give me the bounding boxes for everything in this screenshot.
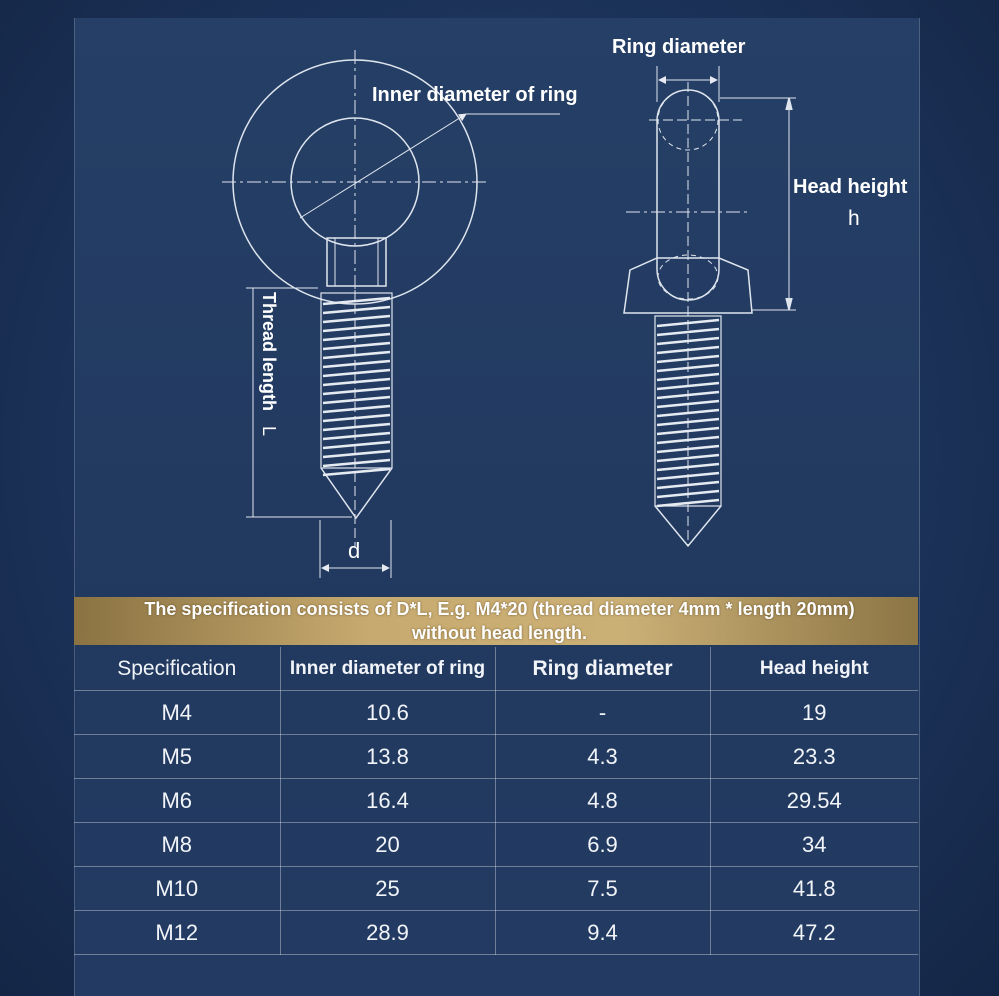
thread-ridge [323, 334, 390, 340]
table-row [74, 691, 918, 735]
table-cell: 10.6 [280, 691, 495, 735]
table-cell: 28.9 [280, 911, 495, 955]
table-cell: 9.4 [495, 911, 710, 955]
thread-length-label [258, 292, 279, 436]
column-header-ring-diameter: Ring diameter [495, 647, 710, 691]
table-cell: 25 [280, 867, 495, 911]
table-cell: 16.4 [280, 779, 495, 823]
thread-length-symbol: L [259, 426, 279, 437]
column-header-head-height: Head height [710, 647, 918, 691]
thread-length-text: Thread length [259, 292, 279, 412]
ring-neck [327, 238, 386, 286]
thread-ridge [323, 460, 390, 466]
table-cell: 20 [280, 823, 495, 867]
table-cell: M4 [74, 691, 280, 735]
head-height-symbol: h [848, 207, 860, 230]
thread-ridge [323, 424, 390, 430]
thread-ridge [323, 469, 390, 475]
thread-ridge [323, 388, 390, 394]
table-cell: 23.3 [710, 735, 918, 779]
table-cell: 29.54 [710, 779, 918, 823]
column-header-inner-diameter: Inner diameter of ring [280, 647, 495, 691]
thread-ridge [323, 370, 390, 376]
thread-ridge [323, 316, 390, 322]
table-cell: M10 [74, 867, 280, 911]
thread-ridge [323, 361, 390, 367]
thread-ridge [323, 397, 390, 403]
table-cell: 13.8 [280, 735, 495, 779]
table-row [74, 779, 918, 823]
table-cell: M8 [74, 823, 280, 867]
specification-note [0, 597, 999, 645]
thread-ridge [323, 451, 390, 457]
table-cell: - [495, 691, 710, 735]
head-height-label: Head height [793, 176, 908, 198]
thread-ridge [323, 415, 390, 421]
table-row [74, 823, 918, 867]
table-cell: M6 [74, 779, 280, 823]
table-row [74, 867, 918, 911]
table-cell: M12 [74, 911, 280, 955]
thread-ridge [323, 307, 390, 313]
inner-diameter-label: Inner diameter of ring [372, 84, 578, 106]
thread-ridge [323, 379, 390, 385]
table-cell: 6.9 [495, 823, 710, 867]
specification-note-line1: The specification consists of D*L, E.g. M4*20 (thread diameter 4mm * length 20mm) [144, 599, 855, 619]
table-cell: 7.5 [495, 867, 710, 911]
thread-ridge [323, 343, 390, 349]
specification-table [74, 647, 918, 955]
table-cell: 34 [710, 823, 918, 867]
table-cell: 41.8 [710, 867, 918, 911]
thread-ridge [323, 352, 390, 358]
column-header-specification: Specification [74, 647, 280, 691]
thread-diameter-symbol: d [348, 538, 361, 563]
table-header-row [74, 647, 918, 691]
specification-note-line2: without head length. [412, 623, 587, 643]
thread-ridge [323, 325, 390, 331]
thread-ridge [323, 406, 390, 412]
thread-ridge [323, 442, 390, 448]
table-cell: 4.3 [495, 735, 710, 779]
table-cell: 19 [710, 691, 918, 735]
table-cell: 47.2 [710, 911, 918, 955]
thread-ridge [323, 433, 390, 439]
table-cell: 4.8 [495, 779, 710, 823]
ring-diameter-label: Ring diameter [612, 36, 746, 58]
table-row [74, 735, 918, 779]
table-row [74, 911, 918, 955]
table-cell: M5 [74, 735, 280, 779]
